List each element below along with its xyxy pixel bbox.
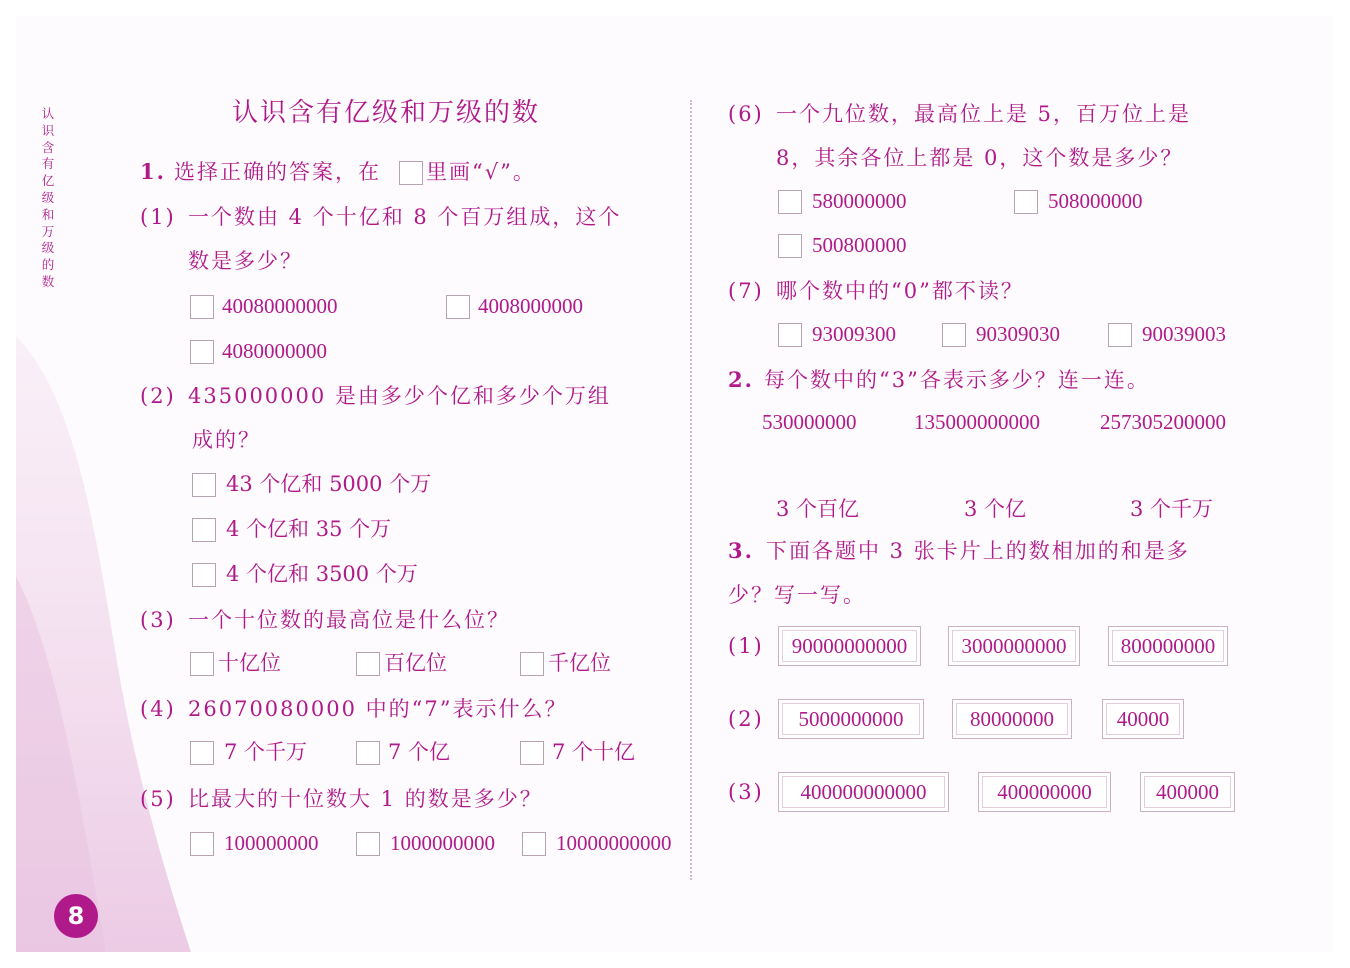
p4-option-1: 7 个千万 xyxy=(224,740,308,764)
q2-meaning-1: 3 个百亿 xyxy=(776,497,860,521)
q1-instruction-a: 选择正确的答案，在 xyxy=(174,160,381,184)
page-number: 8 xyxy=(54,894,98,938)
q1-instruction-b: 里画“√”。 xyxy=(426,160,536,184)
p5-option-2-checkbox[interactable] xyxy=(356,832,380,856)
q2-meaning-2: 3 个亿 xyxy=(964,497,1027,521)
p3-option-2-checkbox[interactable] xyxy=(356,652,380,676)
q2-meaning-3: 3 个千万 xyxy=(1130,497,1214,521)
p1-line1: 一个数由 4 个十亿和 8 个百万组成，这个 xyxy=(188,205,622,229)
q1-number: 1. xyxy=(140,159,166,184)
q3-row1-card-3: 800000000 xyxy=(1108,626,1228,666)
p5-line1: 比最大的十位数大 1 的数是多少？ xyxy=(188,787,543,811)
p2-option-3-checkbox[interactable] xyxy=(192,563,216,587)
q3-row2-card-3: 40000 xyxy=(1102,699,1184,739)
q2-number: 2. xyxy=(728,367,754,392)
page-title: 认识含有亿级和万级的数 xyxy=(232,98,541,128)
column-divider xyxy=(690,100,694,880)
p3-option-2: 百亿位 xyxy=(384,651,447,675)
p6-line2: 8，其余各位上都是 0，这个数是多少？ xyxy=(776,146,1184,170)
q2-text: 每个数中的“3”各表示多少？连一连。 xyxy=(764,368,1150,392)
p3-line1: 一个十位数的最高位是什么位？ xyxy=(188,608,510,632)
p2-option-3: 4 个亿和 3500 个万 xyxy=(226,562,418,586)
p1-option-2: 4008000000 xyxy=(478,294,583,318)
q3-number: 3. xyxy=(728,538,754,563)
p7-option-3-checkbox[interactable] xyxy=(1108,323,1132,347)
p2-option-1: 43 个亿和 5000 个万 xyxy=(226,472,432,496)
p7-label: (7) xyxy=(728,279,764,303)
p7-option-1: 93009300 xyxy=(812,322,896,346)
p3-option-3-checkbox[interactable] xyxy=(520,652,544,676)
q3-line1: 下面各题中 3 张卡片上的数相加的和是多 xyxy=(766,539,1190,563)
q3-row1-card-1: 90000000000 xyxy=(778,626,921,666)
q3-row2-card-2: 80000000 xyxy=(952,699,1072,739)
p1-option-2-checkbox[interactable] xyxy=(446,295,470,319)
p7-option-2-checkbox[interactable] xyxy=(942,323,966,347)
p5-option-2: 1000000000 xyxy=(390,831,495,855)
p3-label: (3) xyxy=(140,608,176,632)
p6-label: (6) xyxy=(728,102,764,126)
q1-instruction-box xyxy=(399,161,423,185)
q2-number-3: 257305200000 xyxy=(1100,410,1226,434)
p2-option-1-checkbox[interactable] xyxy=(192,473,216,497)
p4-option-3-checkbox[interactable] xyxy=(520,741,544,765)
p6-option-3: 500800000 xyxy=(812,233,907,257)
q2-number-2: 135000000000 xyxy=(914,410,1040,434)
q3-line2: 少？写一写。 xyxy=(728,583,866,607)
q3-row2-card-1: 5000000000 xyxy=(778,699,924,739)
p7-line1: 哪个数中的“0”都不读？ xyxy=(776,279,1024,303)
p7-option-1-checkbox[interactable] xyxy=(778,323,802,347)
p4-option-1-checkbox[interactable] xyxy=(190,741,214,765)
p6-option-1: 580000000 xyxy=(812,189,907,213)
p6-option-2: 508000000 xyxy=(1048,189,1143,213)
p3-option-3: 千亿位 xyxy=(548,651,611,675)
p5-option-1-checkbox[interactable] xyxy=(190,832,214,856)
p4-option-2-checkbox[interactable] xyxy=(356,741,380,765)
p2-line2: 成的？ xyxy=(192,428,261,452)
p4-line1: 26070080000 中的“7”表示什么？ xyxy=(188,697,568,721)
p6-option-3-checkbox[interactable] xyxy=(778,234,802,258)
p2-option-2-checkbox[interactable] xyxy=(192,518,216,542)
p3-option-1: 十亿位 xyxy=(218,651,281,675)
p4-option-3: 7 个十亿 xyxy=(552,740,636,764)
p4-option-2: 7 个亿 xyxy=(388,740,451,764)
p5-option-3: 10000000000 xyxy=(556,831,672,855)
p2-label: (2) xyxy=(140,384,176,408)
worksheet-page xyxy=(16,16,1334,952)
q3-row3-card-2: 400000000 xyxy=(978,772,1111,812)
q3-row3-label: (3) xyxy=(728,780,764,804)
q3-row3-card-1: 400000000000 xyxy=(778,772,949,812)
p1-line2: 数是多少？ xyxy=(188,249,303,273)
q3-row2-label: (2) xyxy=(728,707,764,731)
p5-option-1: 100000000 xyxy=(224,831,319,855)
p3-option-1-checkbox[interactable] xyxy=(190,652,214,676)
p1-option-1: 40080000000 xyxy=(222,294,338,318)
p7-option-3: 90039003 xyxy=(1142,322,1226,346)
p1-option-3: 4080000000 xyxy=(222,339,327,363)
q3-row1-label: (1) xyxy=(728,634,764,658)
side-title: 认识含有亿级和万级的数 xyxy=(41,106,55,289)
p6-option-1-checkbox[interactable] xyxy=(778,190,802,214)
p6-option-2-checkbox[interactable] xyxy=(1014,190,1038,214)
q3-row1-card-2: 3000000000 xyxy=(948,626,1080,666)
q2-number-1: 530000000 xyxy=(762,410,857,434)
p1-option-3-checkbox[interactable] xyxy=(190,340,214,364)
p1-label: (1) xyxy=(140,205,176,229)
p7-option-2: 90309030 xyxy=(976,322,1060,346)
p5-label: (5) xyxy=(140,787,176,811)
p6-line1: 一个九位数，最高位上是 5，百万位上是 xyxy=(776,102,1192,126)
p5-option-3-checkbox[interactable] xyxy=(522,832,546,856)
q3-row3-card-3: 400000 xyxy=(1140,772,1235,812)
p2-line1: 435000000 是由多少个亿和多少个万组 xyxy=(188,384,611,408)
p4-label: (4) xyxy=(140,697,176,721)
p1-option-1-checkbox[interactable] xyxy=(190,295,214,319)
p2-option-2: 4 个亿和 35 个万 xyxy=(226,517,392,541)
